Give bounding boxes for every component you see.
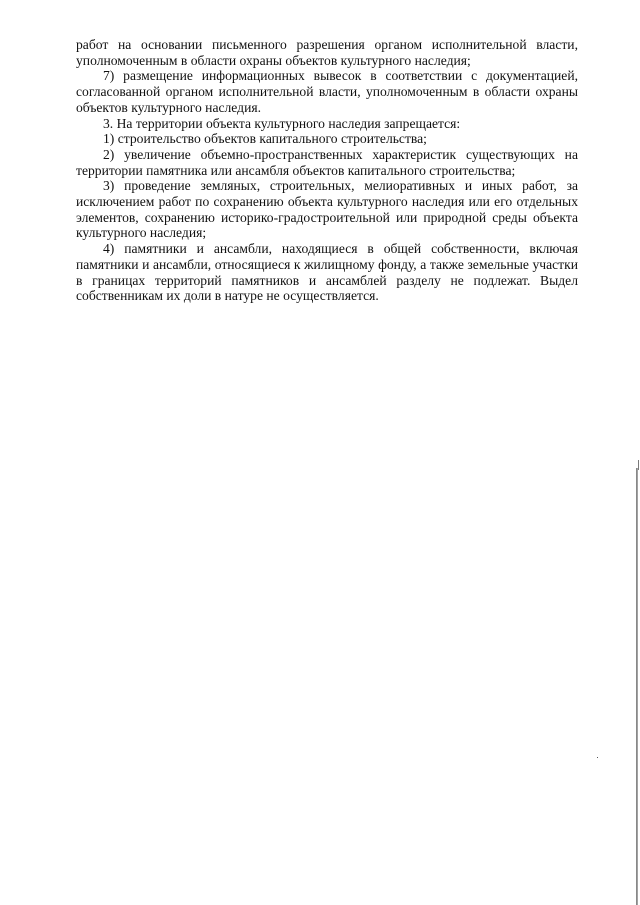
paragraph-item-7: 7) размещение информационных вывесок в соответствии с документацией, согласованной органом исполнительной власти, уполномоченным в области охраны объектов культурного наследия. [76, 68, 578, 115]
paragraph-item-4: 4) памятники и ансамбли, находящиеся в общей собственности, включая памятники и ансамбли, относящиеся к жилищному фонду, а также земельные участки в границах территорий памятников и ансамблей разделу не подлежат. Выдел собственникам их доли в натуре не осуществляется. [76, 241, 578, 304]
scan-speck [597, 757, 598, 758]
paragraph-item-2: 2) увеличение объемно-пространственных характеристик существующих на территории памятника или ансамбля объектов капитального строительства; [76, 146, 578, 178]
scan-edge-shadow [636, 468, 638, 905]
scan-edge-mark [638, 460, 639, 470]
paragraph-continuation: работ на основании письменного разрешения органом исполнительной власти, уполномоченным в области охраны объектов культурного наследия; [76, 37, 578, 68]
paragraph-item-1: 1) строительство объектов капитального строительства; [103, 131, 427, 147]
paragraph-item-3: 3) проведение земляных, строительных, мелиоративных и иных работ, за исключением работ по сохранению объекта культурного наследия или его отдельных элементов, сохранению историко-градостроительной или природной среды объекта культурного наследия; [76, 178, 578, 241]
document-body [76, 37, 578, 304]
paragraph-section-3: 3. На территории объекта культурного наследия запрещается: [103, 115, 461, 131]
